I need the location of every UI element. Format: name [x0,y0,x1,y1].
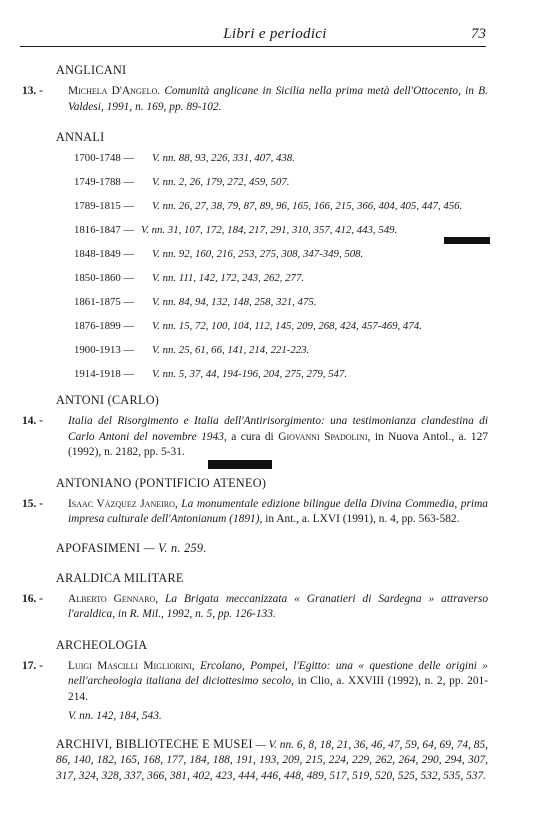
entry-15 [20,497,488,528]
entry-16 [20,592,488,623]
annali-range: 1861-1875 — [74,296,135,308]
entry-title: La Brigata meccanizzata « Granatieri di Sardegna » attraverso l'araldica, [68,592,489,620]
annali-refs: V. nn. 5, 37, 44, 194-196, 204, 275, 279, 547. [152,368,348,380]
annali-row [20,343,488,358]
entry-source: in Ant., a. LXVI (1991), n. 4, pp. 563-582. [262,513,460,525]
annali-row [20,367,488,382]
entry-title: Comunità anglicane in Sicilia nella prima metà dell'Ottocento, [164,85,461,97]
entry-number: 15. - [22,497,43,510]
section-archivi [56,737,488,785]
annali-refs: V. nn. 31, 107, 172, 184, 217, 291, 310, 357, 412, 443, 549. [141,224,398,236]
annali-list [20,151,488,382]
annali-range: 1789-1815 — [74,200,135,212]
entry-author: Michela D'Angelo [68,85,158,97]
entry-source: in Nuova Antol., a. 127 (1992), n. 2182, pp. 5-31. [68,430,489,458]
annali-row [20,223,488,238]
annali-refs: V. nn. 84, 94, 132, 148, 258, 321, 475. [152,296,317,308]
annali-refs: V. nn. 92, 160, 216, 253, 275, 308, 347-349, 508. [152,248,364,260]
entry-number: 13. - [22,85,43,97]
entry-title: La monumentale edizione bilingue della Divina Commedia, prima impresa culturale dell'Antonianum (1891), [68,497,489,525]
entry-editor: Giovanni Spadolini, [278,430,371,443]
annali-row [20,247,488,262]
annali-refs: V. nn. 26, 27, 38, 79, 87, 89, 96, 165, 166, 215, 366, 404, 405, 447, 456. [152,200,463,212]
entry-number: 14. - [22,415,43,427]
heading-text: APOFASIMENI [56,540,141,555]
annali-row [20,175,488,190]
header-rule [20,46,486,47]
entry-author: Alberto Gennaro, [68,592,159,605]
cross-reference: — V. nn. 6, 8, 18, 21, 36, 46, 47, 59, 64, 69, 74, 85, 86, 140, 182, 165, 168, 177, 184, 188, 191, 193, 209, 215, 224, 229, 262, 264, 290, 294, 307, 317, 324, 328, 337, 366, 381, 402, 423, 444, 446, 448, 489, 517, 519, 520, 525, 532, 535, 537. [56,738,488,782]
annali-range: 1816-1847 — [74,224,135,236]
entry-number: 16. - [22,592,43,605]
annali-range: 1850-1860 — [74,272,135,284]
annali-range: 1876-1899 — [74,320,135,332]
entry-13: 13. - Michela D'Angelo. Comunità anglicane in Sicilia nella prima metà dell'Ottocento, in B. Valdesi, 1991, n. 169, pp. 89-102. [22,85,488,113]
section-heading-antoni: ANTONI (CARLO) [56,393,160,407]
annali-row [20,295,488,310]
annali-range: 1848-1849 — [74,248,135,260]
annali-row [20,271,488,286]
entry-title: Ercolano, Pompei, l'Egitto: una « questione delle origini » nell'archeologia italiana del diciottesimo secolo, [68,659,489,687]
running-header-title: Libri e periodici [223,26,327,42]
entry-title: Italia del Risorgimento e Italia dell'Antirisorgimento: una testimonianza clandestina di Carlo Antoni del novembre 1943, [68,415,488,443]
annali-range: 1700-1748 — [74,152,135,164]
page-number: 73 [471,26,486,42]
entry-14 [20,414,488,461]
annali-row [20,199,488,214]
annali-row [20,151,488,166]
annali-refs: V. nn. 111, 142, 172, 243, 262, 277. [152,272,305,284]
cross-reference: — V. n. 259. [143,540,207,555]
entry-text: a cura di [226,430,279,443]
entry-number: 17. - [22,659,43,672]
annali-row [20,319,488,334]
heading-text: ARCHIVI, BIBLIOTECHE E MUSEI [56,736,253,751]
section-heading-anglicani: ANGLICANI [56,63,127,77]
entry-17 [20,659,488,725]
redaction-bar [444,237,490,244]
cross-reference: V. nn. 142, 184, 543. [68,710,162,722]
section-heading-annali: ANNALI [56,130,105,144]
entry-source: in R. Mil., 1992, n. 5, pp. 126-133. [115,608,276,620]
redaction-bar [208,460,272,469]
entry-source: in Clio, a. XXVIII (1992), n. 2, pp. 201-214. [68,675,489,703]
annali-range: 1749-1788 — [74,176,135,188]
section-heading-apofasimeni [56,540,488,556]
annali-range: 1914-1918 — [74,368,135,380]
annali-refs: V. nn. 88, 93, 226, 331, 407, 438. [152,152,295,164]
entry-source: in B. Valdesi, 1991, n. 169, pp. 89-102. [68,85,488,113]
section-heading-antoniano: ANTONIANO (PONTIFICIO ATENEO) [56,475,267,490]
section-heading-archeologia: ARCHEOLOGIA [56,637,148,652]
annali-refs: V. nn. 2, 26, 179, 272, 459, 507. [152,176,290,188]
annali-refs: V. nn. 15, 72, 100, 104, 112, 145, 209, 268, 424, 457-469, 474. [152,320,422,332]
entry-author: Isaac Vázquez Janeiro, [68,497,178,510]
bibliography-content [20,62,488,784]
annali-refs: V. nn. 25, 61, 66, 141, 214, 221-223. [152,344,310,356]
section-heading-araldica: ARALDICA MILITARE [56,570,184,585]
annali-range: 1900-1913 — [74,344,135,356]
entry-author: Luigi Mascilli Migliorini, [68,659,195,672]
